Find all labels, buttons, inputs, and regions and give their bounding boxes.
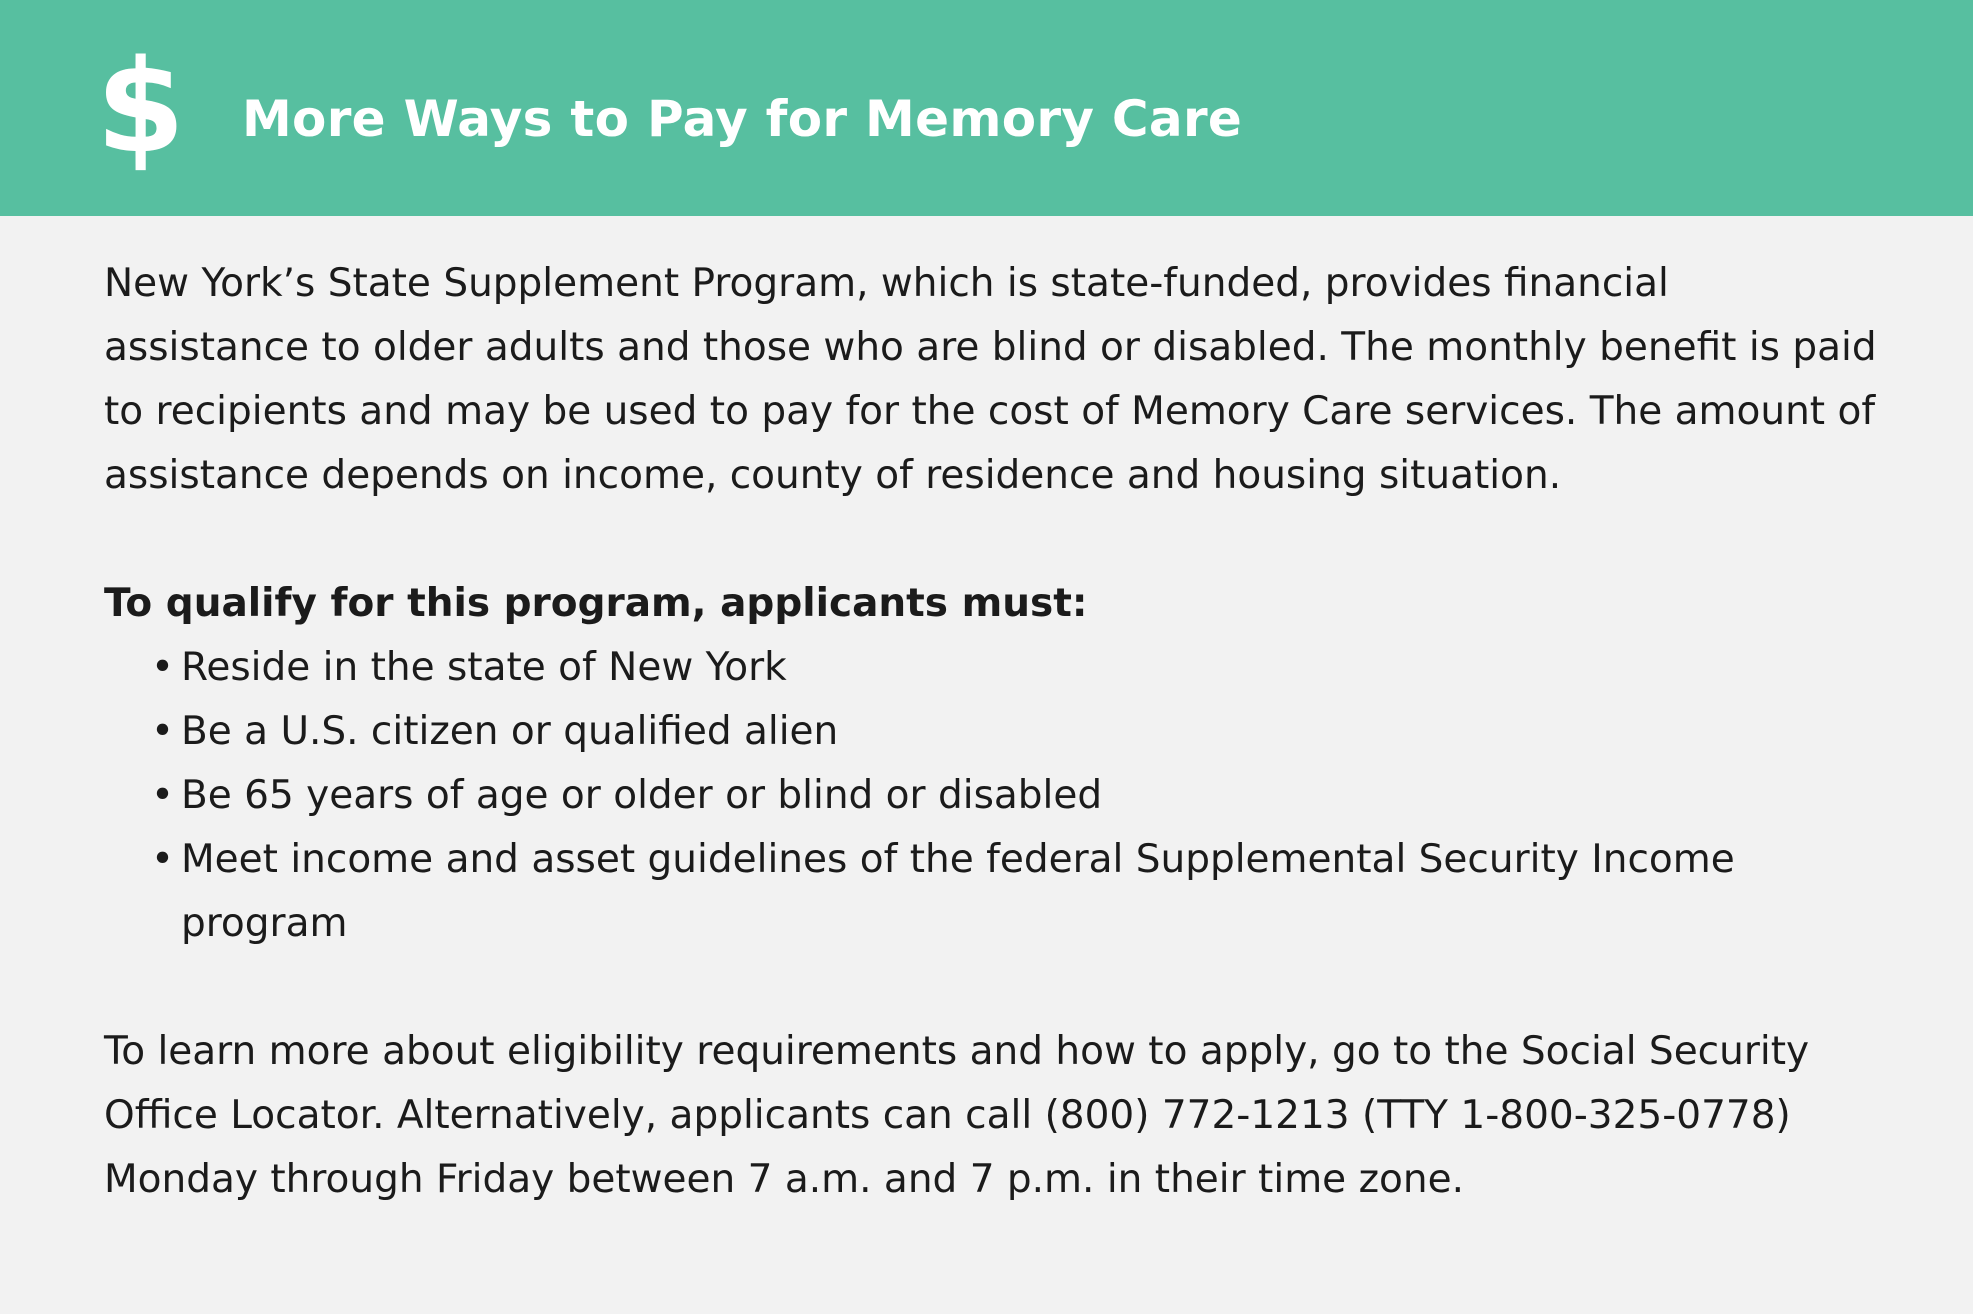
- dollar-icon: $: [96, 33, 186, 182]
- qualification-heading: To qualify for this program, applicants must:: [104, 581, 1088, 626]
- requirement-text: Be 65 years of age or older or blind or disabled: [181, 773, 1103, 818]
- requirements-list: [104, 636, 1884, 956]
- page-title: More Ways to Pay for Memory Care: [242, 90, 1243, 148]
- learn-more-paragraph: To learn more about eligibility requirements and how to apply, go to the Social Security Office Locator. Alternatively, applicants can call (800) 772-1213 (TTY 1-800-325-0778) Monday through Friday between 7 a.m. and 7 p.m. in their time zone.: [104, 1029, 1810, 1202]
- list-item: [104, 828, 1884, 956]
- bullet-icon: •: [151, 773, 175, 818]
- main-content: [104, 252, 1884, 1212]
- bullet-icon: •: [151, 709, 175, 754]
- list-item: [104, 700, 1884, 764]
- list-item: [104, 636, 1884, 700]
- bullet-icon: •: [151, 645, 175, 690]
- intro-paragraph: New York’s State Supplement Program, which is state-funded, provides financial assistance to older adults and those who are blind or disabled. The monthly benefit is paid to recipients and may be used to pay for the cost of Memory Care services. The amount of assistance depends on income, county of residence and housing situation.: [104, 261, 1877, 498]
- bullet-icon: •: [151, 837, 175, 882]
- requirement-text: Reside in the state of New York: [181, 645, 787, 690]
- requirement-text: Be a U.S. citizen or qualified alien: [181, 709, 839, 754]
- requirement-text: Meet income and asset guidelines of the federal Supplemental Security Income program: [181, 837, 1735, 946]
- list-item: [104, 764, 1884, 828]
- header-banner: [0, 0, 1973, 216]
